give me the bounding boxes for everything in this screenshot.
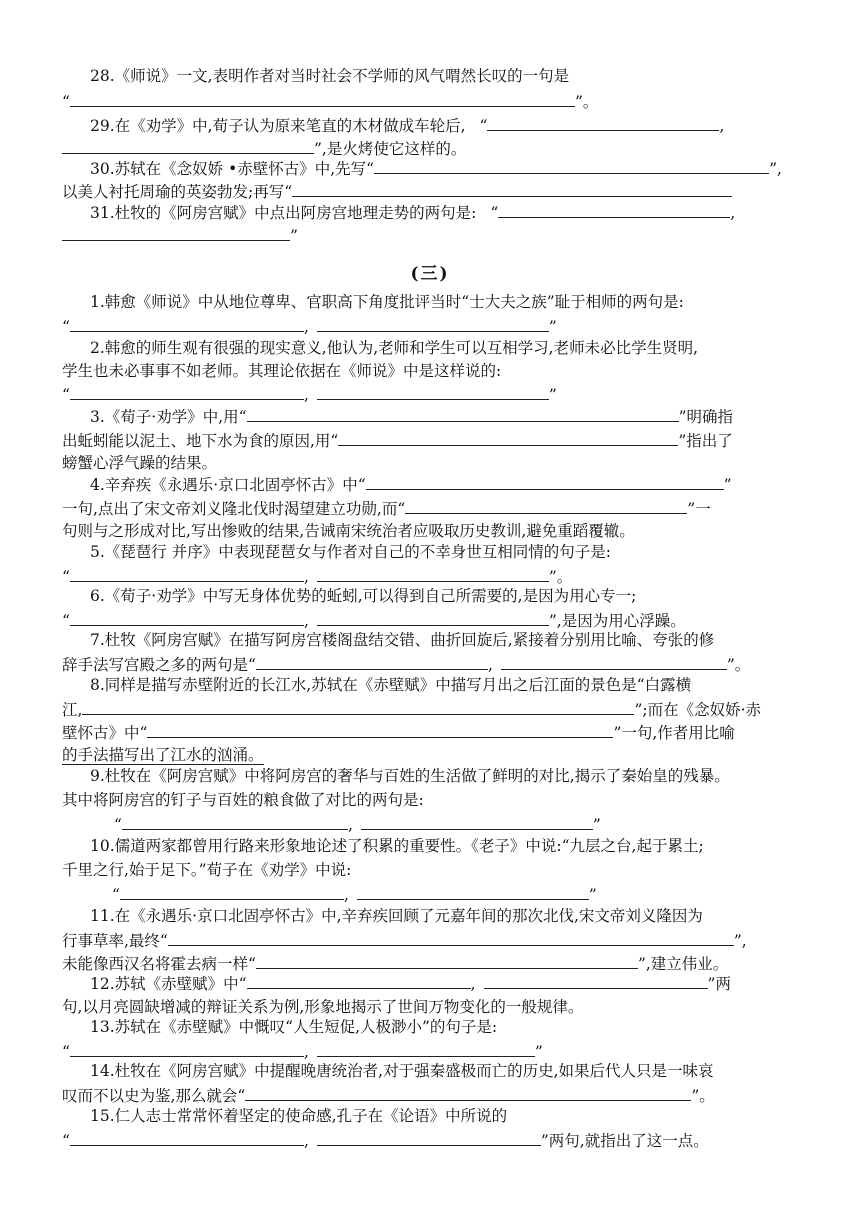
answer-blank[interactable] bbox=[405, 498, 687, 514]
answer-blank[interactable] bbox=[70, 1041, 304, 1057]
answer-blank[interactable] bbox=[317, 610, 549, 626]
answer-blank[interactable] bbox=[70, 316, 304, 332]
answer-blank[interactable] bbox=[374, 158, 769, 174]
question-12: 12.苏轼《赤壁赋》中“ , ”两 句,以月亮圆缺增减的辩证关系为例,形象地揭示了世间万物变化的一般规律。 bbox=[62, 975, 731, 1016]
answer-blank[interactable] bbox=[62, 225, 290, 241]
answer-blank[interactable] bbox=[317, 384, 549, 400]
question-5: 5.《琵琶行 并序》中表现琵琶女与作者对自己的不幸身世互相同情的句子是: “ , ”。 bbox=[62, 543, 611, 586]
answer-blank[interactable] bbox=[122, 814, 348, 830]
q31-prompt: 31.杜牧的《阿房宫赋》中点出阿房宫地理走势的两句是: bbox=[90, 204, 477, 222]
question-15: 15.仁人志士常常怀着坚定的使命感,孔子在《论语》中所说的 “ , ”两句,就指出了这一点。 bbox=[62, 1107, 709, 1150]
answer-blank[interactable] bbox=[366, 474, 724, 490]
answer-blank[interactable] bbox=[70, 384, 304, 400]
answer-blank[interactable] bbox=[168, 930, 734, 946]
answer-blank[interactable] bbox=[245, 1085, 691, 1101]
answer-blank[interactable] bbox=[357, 884, 589, 900]
question-31: 31.杜牧的《阿房宫赋》中点出阿房宫地理走势的两句是: “ , ” bbox=[62, 202, 802, 244]
answer-blank[interactable] bbox=[247, 406, 679, 422]
answer-blank[interactable] bbox=[247, 973, 471, 989]
answer-blank[interactable] bbox=[62, 138, 314, 154]
question-30: 30.苏轼在《念奴娇 •赤壁怀古》中,先写“ ”, 以美人衬托周瑜的英姿勃发;再写“ bbox=[62, 160, 782, 201]
answer-blank[interactable] bbox=[120, 884, 344, 900]
answer-blank[interactable] bbox=[147, 722, 613, 738]
answer-blank[interactable] bbox=[317, 566, 549, 582]
question-11: 11.在《永遇乐·京口北固亭怀古》中,辛弃疾回顾了元嘉年间的那次北伐,宋文帝刘义隆因为 行事草率,最终“ ”, 未能像西汉名将霍去病一样“ ”,建立伟业。 bbox=[62, 907, 747, 973]
question-14: 14.杜牧在《阿房宫赋》中提醒晚唐统治者,对于强秦盛极而亡的历史,如果后代人只是一味哀 叹而不以史为鉴,那么就会“ ”。 bbox=[62, 1062, 715, 1105]
question-7: 7.杜牧《阿房宫赋》在描写阿房宫楼阁盘结交错、曲折回旋后,紧接着分别用比喻、夸张的修 辞手法写宫殿之多的两句是“ , ”。 bbox=[62, 631, 751, 674]
answer-blank[interactable] bbox=[498, 202, 730, 218]
question-2: 2.韩愈的师生观有很强的现实意义,他认为,老师和学生可以互相学习,老师未必比学生贤明, 学生也未必事事不如老师。其理论依据在《师说》中是这样说的: “ , ” bbox=[62, 339, 698, 404]
question-6: 6.《荀子·劝学》中写无身体优势的蚯蚓,可以得到自己所需要的,是因为用心专一; “ , ”,是因为用心浮躁。 bbox=[62, 587, 686, 630]
answer-blank[interactable] bbox=[338, 430, 678, 446]
answer-blank[interactable] bbox=[70, 566, 304, 582]
answer-blank[interactable] bbox=[70, 610, 304, 626]
answer-blank[interactable] bbox=[256, 953, 638, 969]
q29-prompt: 29.在《劝学》中,荀子认为原来笔直的木材做成车轮后, bbox=[90, 117, 466, 135]
answer-blank[interactable] bbox=[361, 814, 593, 830]
q30-prompt: 30.苏轼在《念奴娇 •赤壁怀古》中,先写“ bbox=[90, 160, 375, 178]
question-28: 28.《师说》一文,表明作者对当时社会不学师的风气喟然长叹的一句是 “ ”。 bbox=[62, 67, 599, 111]
answer-blank[interactable] bbox=[317, 1041, 535, 1057]
question-9: 9.杜牧在《阿房宫赋》中将阿房宫的奢华与百姓的生活做了鲜明的对比,揭示了秦始皇的残暴。 其中将阿房宫的钉子与百姓的粮食做了对比的两句是: “ , ” bbox=[62, 767, 730, 834]
question-29: 29.在《劝学》中,荀子认为原来笔直的木材做成车轮后, “ , ”,是火烤使它这样的。 bbox=[62, 115, 802, 157]
answer-blank[interactable] bbox=[484, 973, 708, 989]
question-8: 8.同样是描写赤壁附近的长江水,苏轼在《赤壁赋》中描写月出之后江面的景色是“白露横 江, ”;而在《念奴娇·赤 壁怀古》中“ ”一句,作者用比喻 的手法描写出了江水的汹涌。 bbox=[62, 676, 762, 764]
answer-blank[interactable] bbox=[317, 316, 549, 332]
answer-blank[interactable] bbox=[487, 115, 719, 131]
question-3: 3.《荀子·劝学》中,用“ ”明确指 出蚯蚓能以泥土、地下水为食的原因,用“ ”指出了 螃蟹心浮气躁的结果。 bbox=[62, 408, 734, 472]
question-13: 13.苏轼在《赤壁赋》中慨叹“人生短促,人极渺小”的句子是: “ , ” bbox=[62, 1018, 543, 1061]
answer-blank[interactable] bbox=[70, 1130, 304, 1146]
q28-prompt: 28.《师说》一文,表明作者对当时社会不学师的风气喟然长叹的一句是 bbox=[90, 67, 570, 85]
answer-blank[interactable] bbox=[292, 181, 732, 197]
section-heading: (三) bbox=[410, 264, 450, 284]
question-4: 4.辛弃疾《永遇乐·京口北固亭怀古》中“ ” 一句,点出了宋文帝刘义隆北伐时渴望建立功勋,而“ ”一 句则与之形成对比,写出惨败的结果,告诫南宋统治者应吸取历史教训,避免重蹈覆辙。 bbox=[62, 476, 732, 540]
answer-blank[interactable] bbox=[256, 654, 488, 670]
answer-blank[interactable] bbox=[317, 1130, 541, 1146]
answer-blank[interactable] bbox=[82, 699, 634, 715]
answer-blank[interactable] bbox=[70, 91, 575, 107]
answer-blank[interactable] bbox=[501, 654, 727, 670]
question-10: 10.儒道两家都曾用行路来形象地论述了积累的重要性。《老子》中说:“九层之台,起于累土; 千里之行,始于足下。”荀子在《劝学》中说: “ , ” bbox=[62, 837, 704, 904]
question-1: 1.韩愈《师说》中从地位尊卑、官职高下角度批评当时“士大夫之族”耻于相师的两句是: “ , ” bbox=[62, 293, 684, 336]
